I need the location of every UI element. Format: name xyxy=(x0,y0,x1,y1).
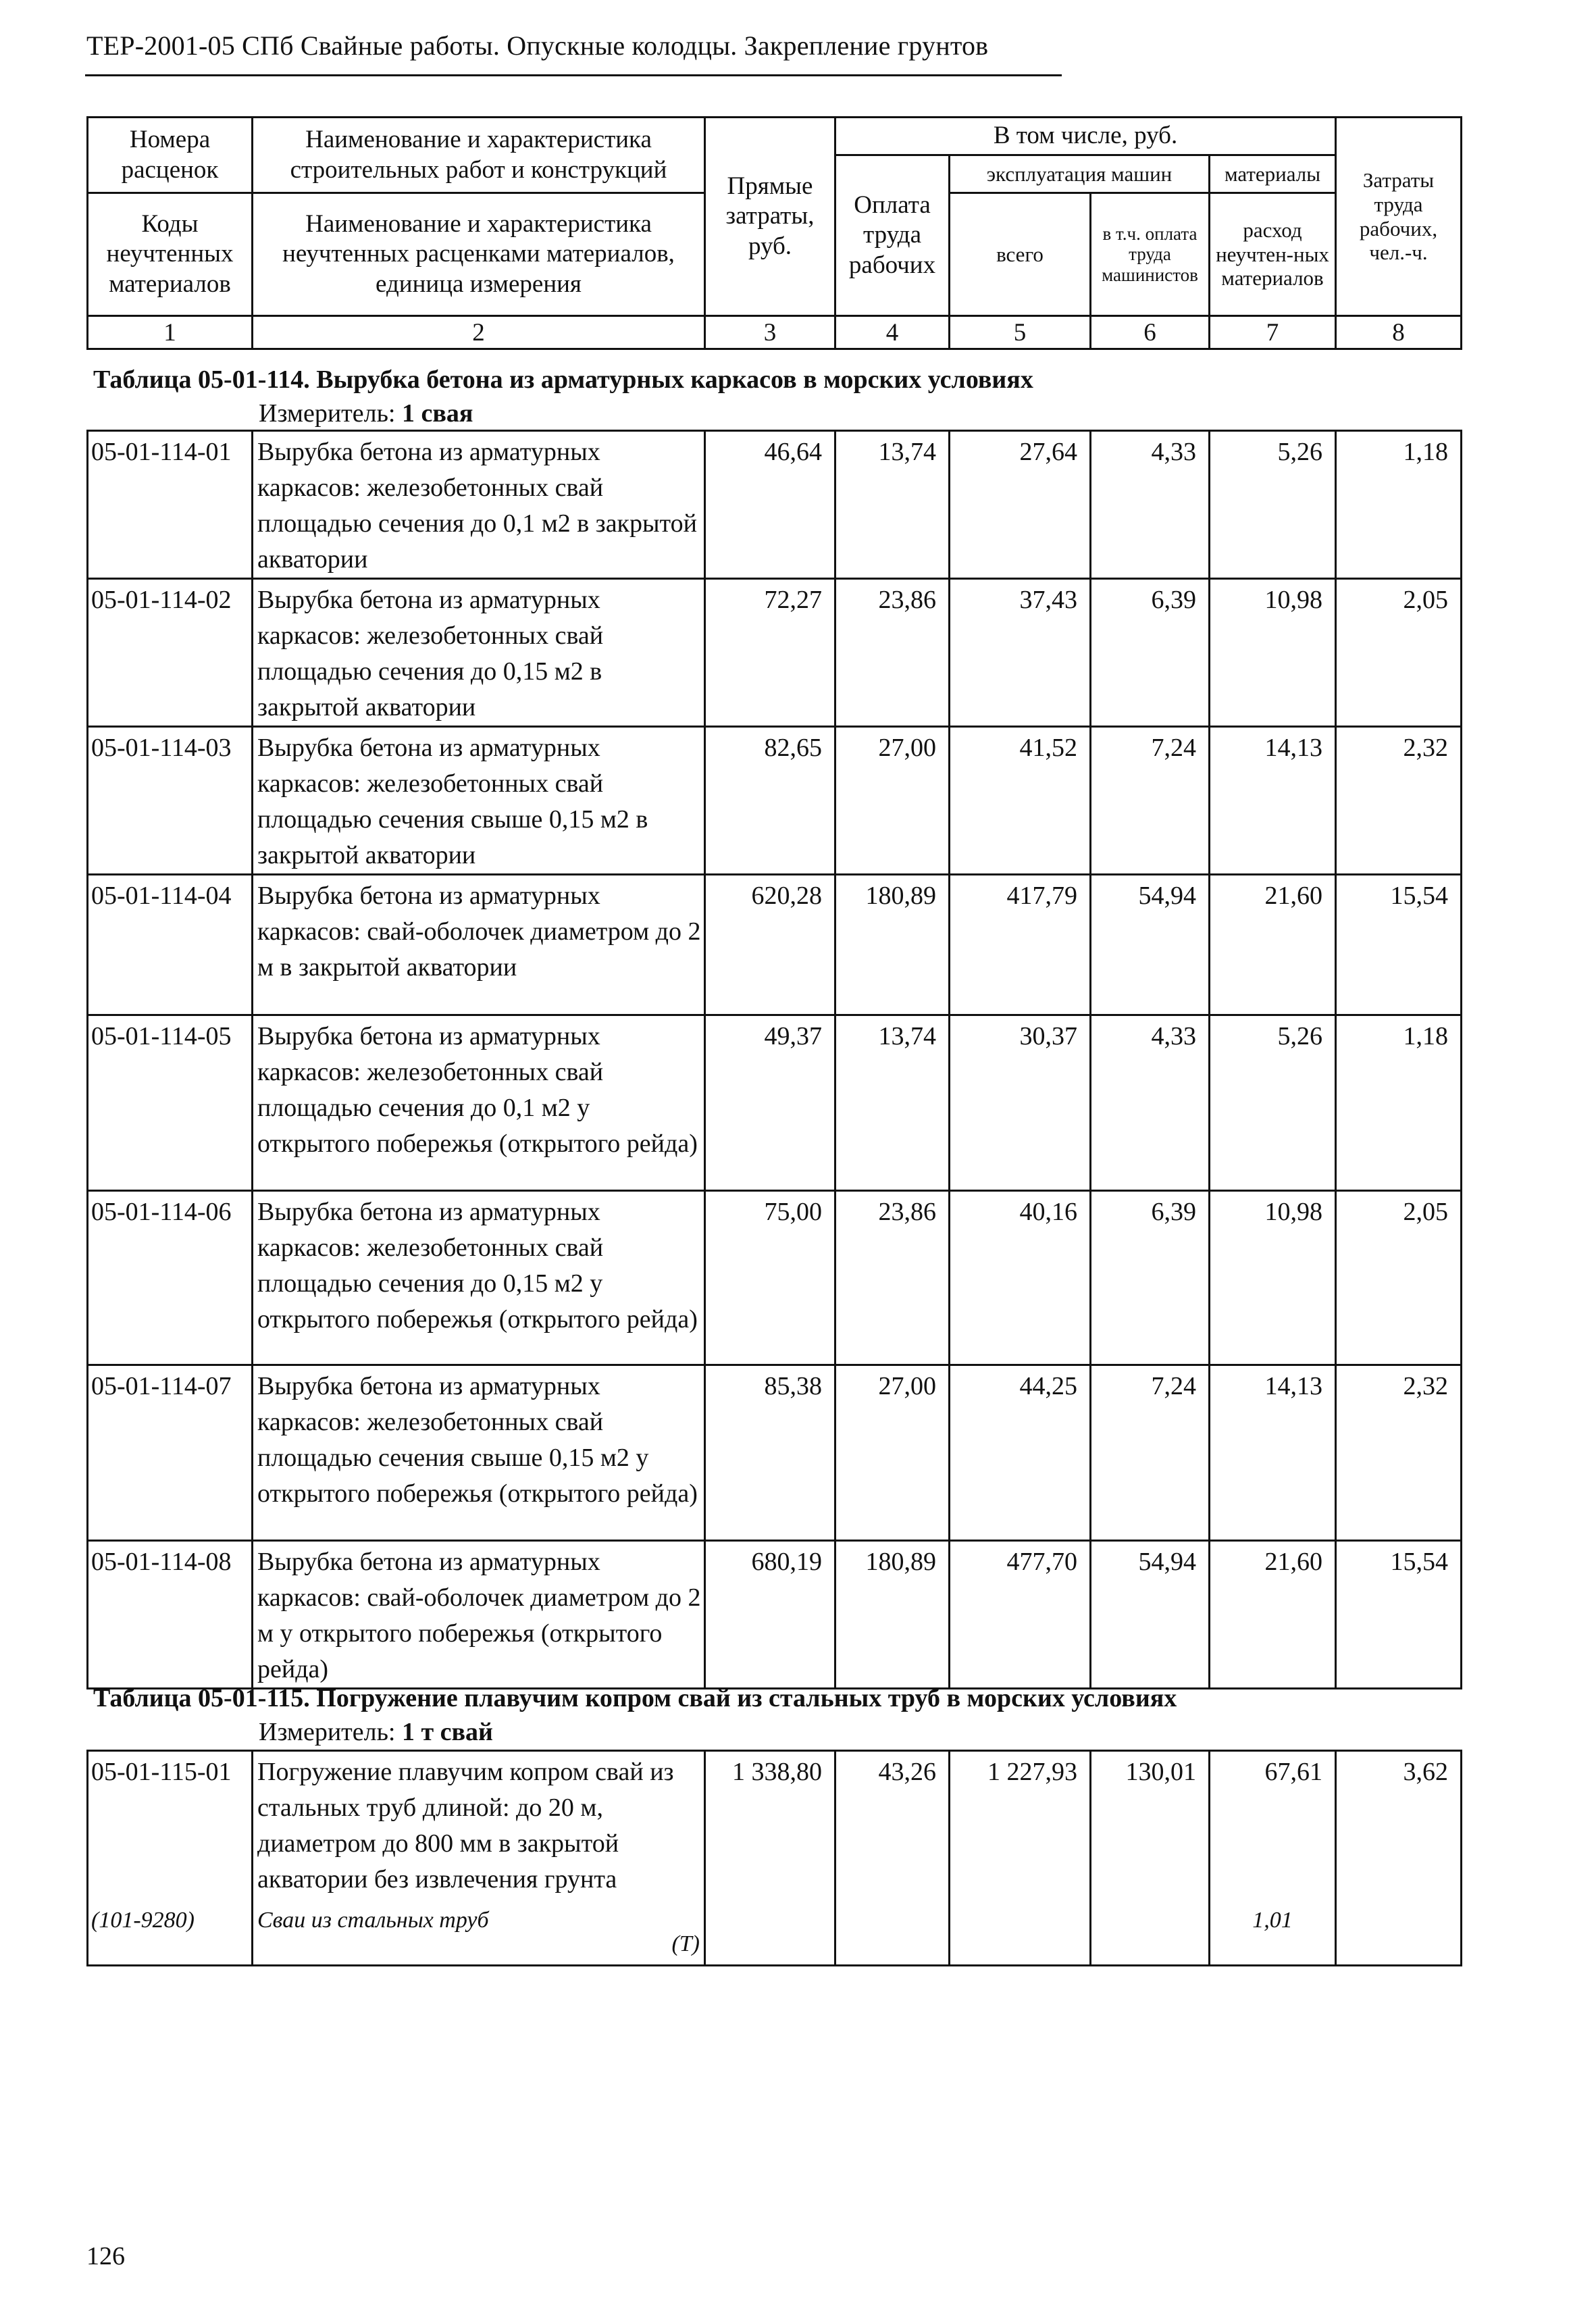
table-row xyxy=(88,727,1462,875)
table-114 xyxy=(86,430,1462,1689)
operator-pay: 6,39 xyxy=(1091,1191,1210,1365)
labor-hours: 2,32 xyxy=(1336,1365,1462,1541)
table-row xyxy=(88,1751,1462,1900)
col-header-worker-pay: Оплата труда рабочих xyxy=(835,155,950,316)
worker-pay: 23,86 xyxy=(835,579,950,727)
meter-label: Измеритель: xyxy=(259,1718,396,1746)
table-row xyxy=(88,579,1462,727)
direct-costs: 82,65 xyxy=(705,727,835,875)
col-header-work-name: Наименование и характеристика строительных работ и конструкций xyxy=(253,118,705,193)
rate-description: Вырубка бетона из арматурных каркасов: железобетонных свай площадью сечения до 0,15 м2 у открытого побережья (открытого рейда) xyxy=(253,1191,705,1365)
machines-total: 417,79 xyxy=(950,875,1091,1015)
direct-costs: 46,64 xyxy=(705,431,835,579)
direct-costs: 1 338,80 xyxy=(705,1751,835,1900)
column-header-table xyxy=(86,116,1462,350)
machines-total: 30,37 xyxy=(950,1015,1091,1191)
table-row xyxy=(88,1365,1462,1541)
direct-costs: 75,00 xyxy=(705,1191,835,1365)
operator-pay: 7,24 xyxy=(1091,1365,1210,1541)
empty-cell xyxy=(835,1900,950,1966)
worker-pay: 180,89 xyxy=(835,875,950,1015)
labor-hours: 1,18 xyxy=(1336,1015,1462,1191)
operator-pay: 7,24 xyxy=(1091,727,1210,875)
worker-pay: 43,26 xyxy=(835,1751,950,1900)
labor-hours: 3,62 xyxy=(1336,1751,1462,1900)
empty-cell xyxy=(1336,1900,1462,1966)
material-quantity: 1,01 xyxy=(1210,1900,1336,1966)
rate-code: 05-01-114-08 xyxy=(88,1541,253,1689)
material-name: Сваи из стальных труб xyxy=(257,1907,489,1933)
materials: 67,61 xyxy=(1210,1751,1336,1900)
labor-hours: 15,54 xyxy=(1336,1541,1462,1689)
rate-description: Вырубка бетона из арматурных каркасов: железобетонных свай площадью сечения свыше 0,15 м2 в закрытой акватории xyxy=(253,727,705,875)
table-row xyxy=(88,875,1462,1015)
worker-pay: 180,89 xyxy=(835,1541,950,1689)
col-header-machines-total: всего xyxy=(950,193,1091,316)
empty-cell xyxy=(950,1900,1091,1966)
labor-hours: 1,18 xyxy=(1336,431,1462,579)
material-code: (101-9280) xyxy=(88,1900,253,1966)
rate-code: 05-01-114-04 xyxy=(88,875,253,1015)
direct-costs: 85,38 xyxy=(705,1365,835,1541)
direct-costs: 49,37 xyxy=(705,1015,835,1191)
table-114-meter xyxy=(259,399,473,428)
col-header-direct-costs: Прямые затраты, руб. xyxy=(705,118,835,316)
worker-pay: 13,74 xyxy=(835,1015,950,1191)
material-description xyxy=(253,1900,705,1966)
rate-description: Вырубка бетона из арматурных каркасов: свай-оболочек диаметром до 2 м у открытого побережья (открытого рейда) xyxy=(253,1541,705,1689)
worker-pay: 27,00 xyxy=(835,1365,950,1541)
rate-description: Вырубка бетона из арматурных каркасов: свай-оболочек диаметром до 2 м в закрытой акватории xyxy=(253,875,705,1015)
rate-description: Вырубка бетона из арматурных каркасов: железобетонных свай площадью сечения до 0,1 м2 в закрытой акватории xyxy=(253,431,705,579)
operator-pay: 54,94 xyxy=(1091,875,1210,1015)
meter-value: 1 свая xyxy=(402,399,473,428)
machines-total: 477,70 xyxy=(950,1541,1091,1689)
table-row xyxy=(88,431,1462,579)
rate-description: Погружение плавучим копром свай из стальных труб длиной: до 20 м, диаметром до 800 мм в закрытой акватории без извлечения грунта xyxy=(253,1751,705,1900)
direct-costs: 72,27 xyxy=(705,579,835,727)
col-header-machines: эксплуатация машин xyxy=(950,155,1210,193)
rate-code: 05-01-114-05 xyxy=(88,1015,253,1191)
operator-pay: 4,33 xyxy=(1091,431,1210,579)
col-header-including: В том числе, руб. xyxy=(835,118,1336,155)
direct-costs: 620,28 xyxy=(705,875,835,1015)
materials: 21,60 xyxy=(1210,1541,1336,1689)
rate-code: 05-01-114-07 xyxy=(88,1365,253,1541)
col-number: 8 xyxy=(1336,316,1462,349)
worker-pay: 13,74 xyxy=(835,431,950,579)
materials: 5,26 xyxy=(1210,1015,1336,1191)
labor-hours: 2,05 xyxy=(1336,1191,1462,1365)
materials: 10,98 xyxy=(1210,1191,1336,1365)
machines-total: 40,16 xyxy=(950,1191,1091,1365)
material-mark: (Т) xyxy=(671,1931,700,1956)
col-number: 5 xyxy=(950,316,1091,349)
worker-pay: 27,00 xyxy=(835,727,950,875)
rate-code: 05-01-114-06 xyxy=(88,1191,253,1365)
table-row xyxy=(88,1541,1462,1689)
operator-pay: 4,33 xyxy=(1091,1015,1210,1191)
table-row xyxy=(88,1015,1462,1191)
labor-hours: 2,32 xyxy=(1336,727,1462,875)
page-number: 126 xyxy=(86,2242,125,2270)
meter-label: Измеритель: xyxy=(259,399,396,428)
empty-cell xyxy=(1091,1900,1210,1966)
labor-hours: 15,54 xyxy=(1336,875,1462,1015)
table-114-title: Таблица 05-01-114. Вырубка бетона из арматурных каркасов в морских условиях xyxy=(93,365,1033,394)
operator-pay: 6,39 xyxy=(1091,579,1210,727)
rate-description: Вырубка бетона из арматурных каркасов: железобетонных свай площадью сечения свыше 0,15 м2 у открытого побережья (открытого рейда) xyxy=(253,1365,705,1541)
col-number: 3 xyxy=(705,316,835,349)
machines-total: 1 227,93 xyxy=(950,1751,1091,1900)
col-header-labor-hours: Затраты труда рабочих, чел.-ч. xyxy=(1336,118,1462,316)
table-115 xyxy=(86,1750,1462,1966)
materials: 21,60 xyxy=(1210,875,1336,1015)
col-header-rate-number: Номера расценок xyxy=(88,118,253,193)
col-header-material-codes: Коды неучтенных материалов xyxy=(88,193,253,316)
col-header-material-names: Наименование и характеристика неучтенных расценками материалов, единица измерения xyxy=(253,193,705,316)
rate-code: 05-01-114-01 xyxy=(88,431,253,579)
col-number: 4 xyxy=(835,316,950,349)
materials: 5,26 xyxy=(1210,431,1336,579)
col-number: 6 xyxy=(1091,316,1210,349)
material-row xyxy=(88,1900,1462,1966)
table-115-title: Таблица 05-01-115. Погружение плавучим копром свай из стальных труб в морских условиях xyxy=(93,1684,1177,1712)
rate-code: 05-01-115-01 xyxy=(88,1751,253,1900)
page-header-title: ТЕР-2001-05 СПб Свайные работы. Опускные колодцы. Закрепление грунтов xyxy=(86,30,989,61)
materials: 14,13 xyxy=(1210,1365,1336,1541)
empty-cell xyxy=(705,1900,835,1966)
col-header-operator-pay: в т.ч. оплата труда машинистов xyxy=(1091,193,1210,316)
meter-value: 1 т свай xyxy=(402,1718,493,1746)
rate-description: Вырубка бетона из арматурных каркасов: железобетонных свай площадью сечения до 0,15 м2 в закрытой акватории xyxy=(253,579,705,727)
materials: 14,13 xyxy=(1210,727,1336,875)
header-rule xyxy=(85,74,1062,76)
direct-costs: 680,19 xyxy=(705,1541,835,1689)
machines-total: 41,52 xyxy=(950,727,1091,875)
machines-total: 37,43 xyxy=(950,579,1091,727)
machines-total: 27,64 xyxy=(950,431,1091,579)
rate-description: Вырубка бетона из арматурных каркасов: железобетонных свай площадью сечения до 0,1 м2 у открытого побережья (открытого рейда) xyxy=(253,1015,705,1191)
operator-pay: 130,01 xyxy=(1091,1751,1210,1900)
col-header-unaccounted-materials: расход неучтен-ных материалов xyxy=(1210,193,1336,316)
rate-code: 05-01-114-02 xyxy=(88,579,253,727)
table-row xyxy=(88,1191,1462,1365)
col-number: 2 xyxy=(253,316,705,349)
col-header-materials: материалы xyxy=(1210,155,1336,193)
table-115-meter xyxy=(259,1717,493,1747)
col-number: 1 xyxy=(88,316,253,349)
materials: 10,98 xyxy=(1210,579,1336,727)
machines-total: 44,25 xyxy=(950,1365,1091,1541)
worker-pay: 23,86 xyxy=(835,1191,950,1365)
operator-pay: 54,94 xyxy=(1091,1541,1210,1689)
col-number: 7 xyxy=(1210,316,1336,349)
rate-code: 05-01-114-03 xyxy=(88,727,253,875)
labor-hours: 2,05 xyxy=(1336,579,1462,727)
